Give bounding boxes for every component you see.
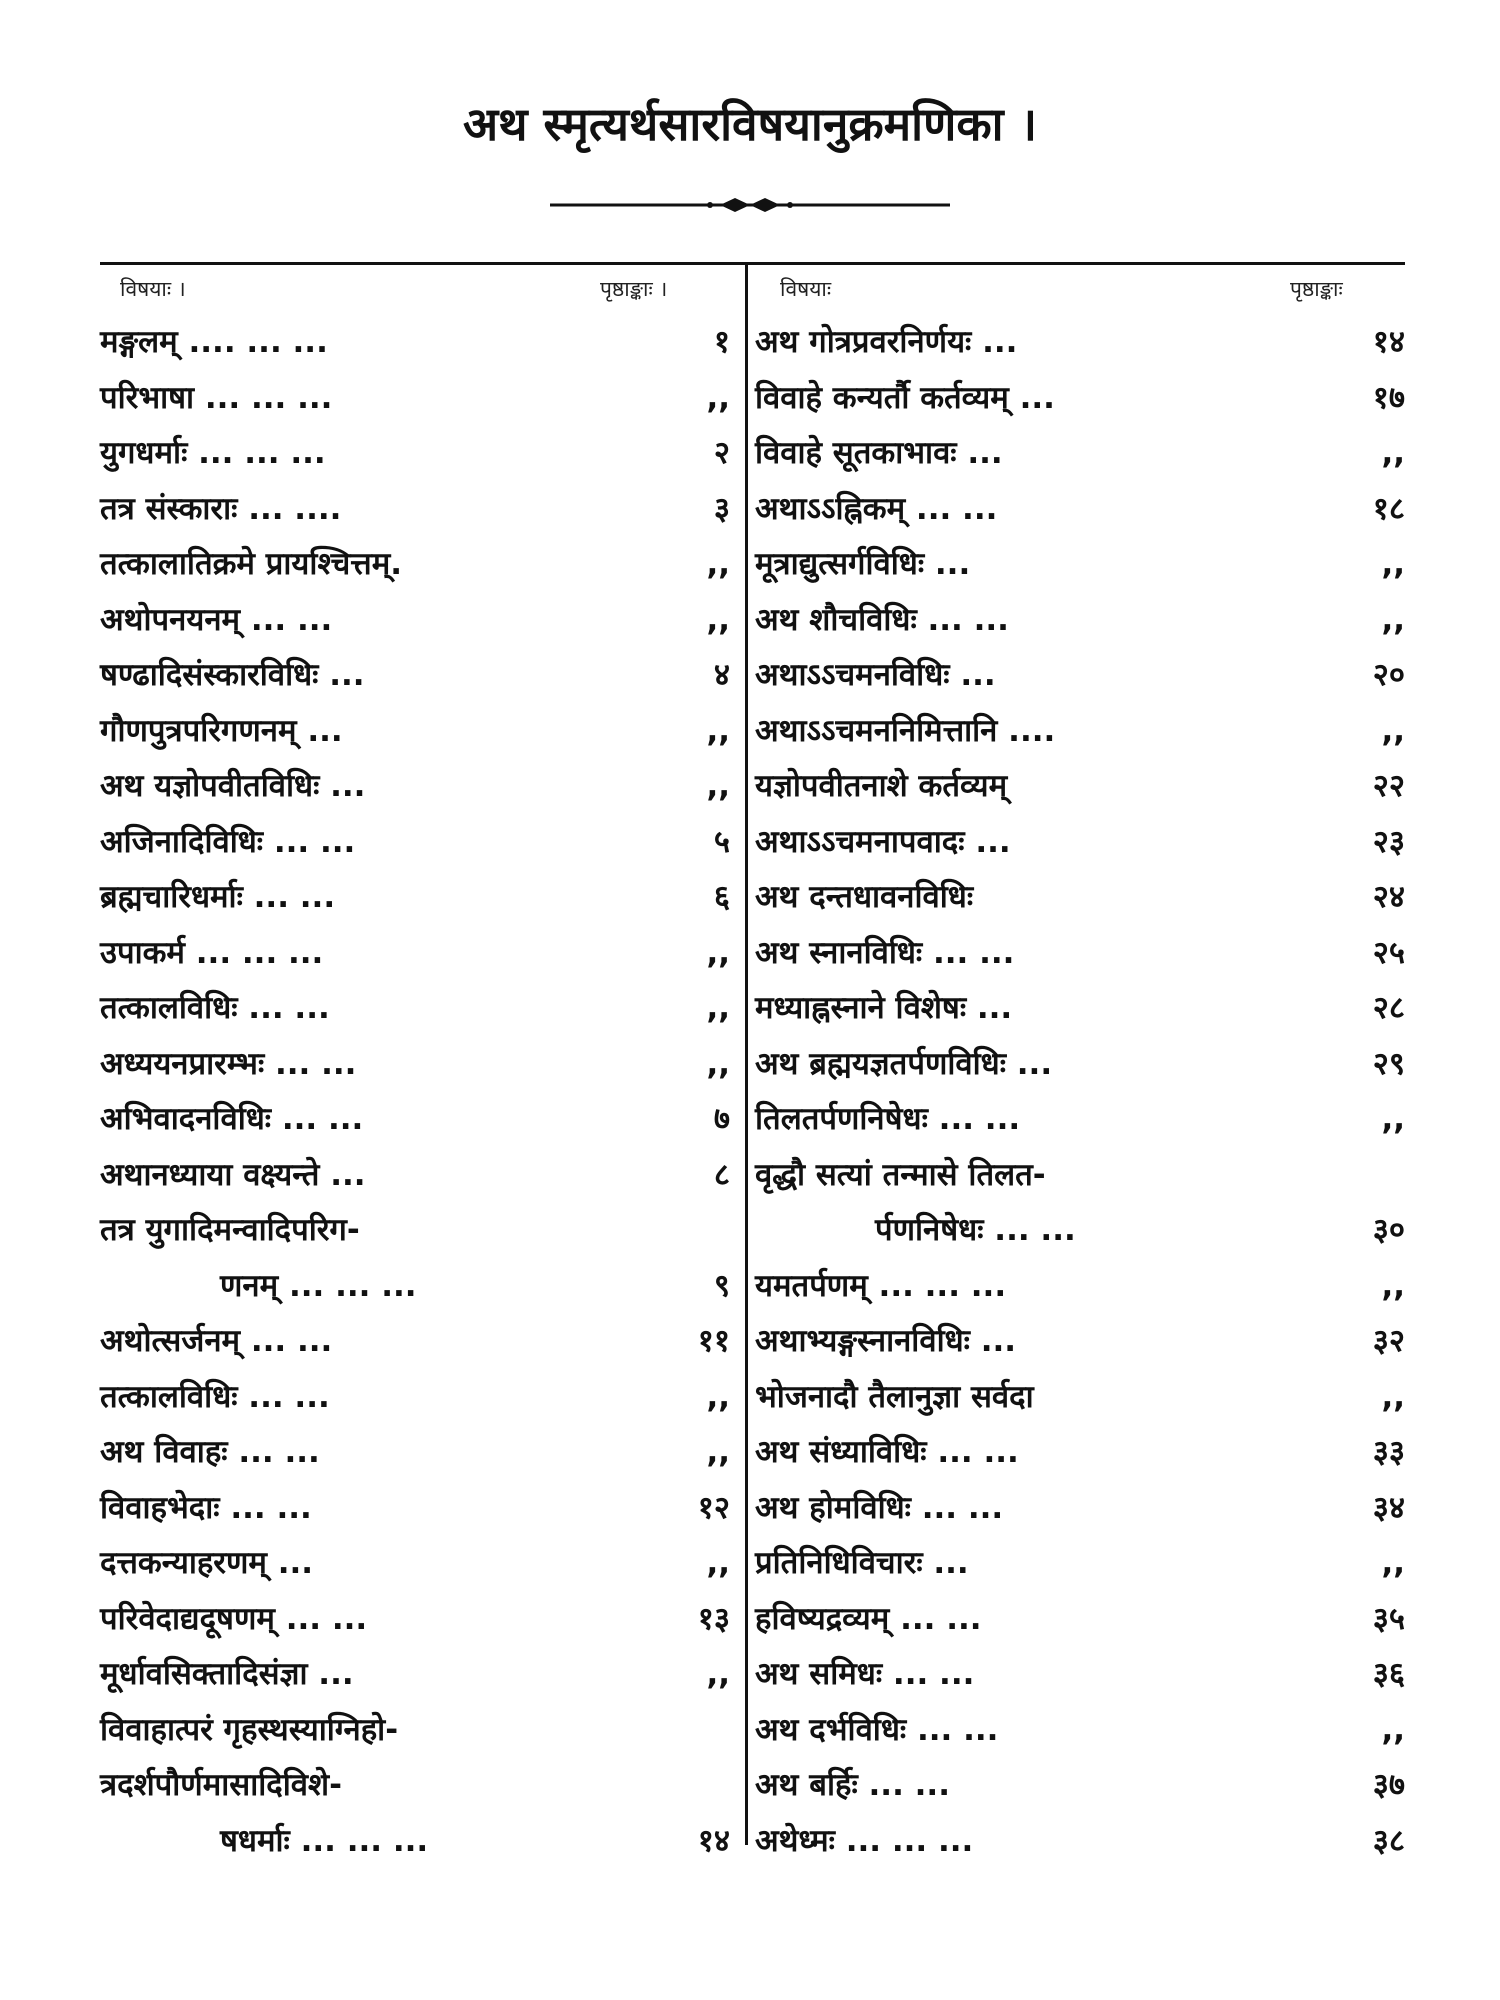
entry-page-number: १४ bbox=[697, 1822, 730, 1859]
index-entry bbox=[755, 818, 1405, 866]
entry-subject: मध्याह्नस्नाने विशेषः ... bbox=[755, 990, 1013, 1026]
left-page-header: पृष्ठाङ्काः । bbox=[600, 277, 668, 301]
entry-subject: तत्र संस्काराः ... .... bbox=[100, 490, 342, 527]
entry-subject: हविष्यद्रव्यम् ... ... bbox=[755, 1600, 982, 1637]
entry-page-number: ,, bbox=[1381, 1545, 1405, 1581]
index-entry bbox=[755, 1095, 1405, 1143]
index-entry bbox=[100, 1817, 730, 1865]
entry-subject: अथाऽऽह्निकम् ... ... bbox=[755, 490, 998, 527]
index-entry bbox=[100, 1428, 730, 1476]
index-entry bbox=[755, 1373, 1405, 1421]
entry-subject: वृद्धौ सत्यां तन्मासे तिलत- bbox=[755, 1156, 1046, 1193]
entry-subject: षधर्माः ... ... ... bbox=[220, 1822, 429, 1859]
entry-subject: अथ दन्तधावनविधिः bbox=[755, 879, 974, 915]
entry-page-number: २२ bbox=[1372, 768, 1405, 804]
entry-subject: अभिवादनविधिः ... ... bbox=[100, 1101, 364, 1137]
index-entry bbox=[100, 1539, 730, 1587]
entry-page-number: ७ bbox=[713, 1101, 730, 1137]
entry-subject: तिलतर्पणनिषेधः ... ... bbox=[755, 1101, 1021, 1137]
index-entry bbox=[755, 1262, 1405, 1310]
index-entry bbox=[755, 1040, 1405, 1088]
index-entry bbox=[755, 1706, 1405, 1754]
entry-page-number: ,, bbox=[706, 379, 730, 416]
entry-page-number: ,, bbox=[706, 1545, 730, 1581]
entry-subject: विवाहात्परं गृहस्थस्याग्निहो- bbox=[100, 1711, 399, 1748]
entry-page-number: ३४ bbox=[1372, 1489, 1405, 1526]
entry-page-number: १४ bbox=[1372, 324, 1405, 360]
entry-page-number: २५ bbox=[1372, 934, 1405, 971]
index-entry bbox=[755, 929, 1405, 977]
entry-subject: तत्र युगादिमन्वादिपरिग- bbox=[100, 1212, 360, 1248]
index-entry bbox=[755, 318, 1405, 366]
index-entry bbox=[100, 1706, 730, 1754]
entry-subject: विवाहभेदाः ... ... bbox=[100, 1489, 312, 1526]
index-entry bbox=[100, 596, 730, 644]
entry-subject: दत्तकन्याहरणम् ... bbox=[100, 1545, 314, 1581]
entry-subject: अध्ययनप्रारम्भः ... ... bbox=[100, 1045, 357, 1082]
entry-page-number: १२ bbox=[697, 1489, 730, 1526]
index-entry bbox=[755, 1595, 1405, 1643]
entry-subject: अथ संध्याविधिः ... ... bbox=[755, 1434, 1019, 1470]
index-entry bbox=[100, 1206, 730, 1254]
entry-subject: तत्कालविधिः ... ... bbox=[100, 1378, 330, 1415]
index-entry bbox=[100, 1761, 730, 1809]
index-entry bbox=[100, 429, 730, 477]
column-divider bbox=[745, 265, 748, 1845]
entry-page-number: ,, bbox=[706, 934, 730, 971]
entry-subject: र्पणनिषेधः ... ... bbox=[875, 1212, 1076, 1248]
entry-subject: परिभाषा ... ... ... bbox=[100, 379, 333, 416]
index-entry bbox=[100, 1095, 730, 1143]
index-entry bbox=[100, 1151, 730, 1199]
entry-page-number: ,, bbox=[1381, 435, 1405, 471]
entry-page-number: ,, bbox=[1381, 1711, 1405, 1748]
index-entry bbox=[100, 1650, 730, 1698]
entry-page-number: ,, bbox=[1381, 546, 1405, 582]
entry-page-number: ४ bbox=[713, 657, 730, 693]
index-entry bbox=[100, 1484, 730, 1532]
entry-page-number: २३ bbox=[1372, 823, 1405, 860]
index-entry bbox=[100, 707, 730, 755]
entry-subject: तत्कालातिक्रमे प्रायश्चित्तम्. bbox=[100, 546, 403, 582]
index-entry bbox=[755, 1761, 1405, 1809]
entry-subject: अथाऽऽचमनविधिः ... bbox=[755, 657, 996, 693]
index-entry bbox=[100, 929, 730, 977]
entry-subject: प्रतिनिधिविचारः ... bbox=[755, 1545, 969, 1581]
entry-page-number: २४ bbox=[1372, 879, 1405, 915]
entry-subject: अथाऽऽचमननिमित्तानि .... bbox=[755, 712, 1056, 749]
entry-subject: तत्कालविधिः ... ... bbox=[100, 990, 330, 1026]
entry-subject: यमतर्पणम् ... ... ... bbox=[755, 1267, 1007, 1304]
entry-page-number: ,, bbox=[706, 601, 730, 638]
index-entry bbox=[755, 1428, 1405, 1476]
entry-subject: युगधर्माः ... ... ... bbox=[100, 435, 326, 471]
entry-page-number: २८ bbox=[1372, 990, 1405, 1026]
entry-page-number: ६ bbox=[713, 879, 730, 915]
index-entry bbox=[755, 374, 1405, 422]
index-entry bbox=[100, 984, 730, 1032]
entry-subject: विवाहे कन्यर्तौ कर्तव्यम् ... bbox=[755, 379, 1055, 416]
entry-subject: अथ समिधः ... ... bbox=[755, 1656, 975, 1692]
left-subject-header: विषयाः । bbox=[120, 277, 186, 301]
index-entry bbox=[100, 1317, 730, 1365]
entry-page-number: ३२ bbox=[1372, 1323, 1405, 1359]
index-entry bbox=[755, 596, 1405, 644]
index-entry bbox=[755, 1151, 1405, 1199]
entry-subject: अथ यज्ञोपवीतविधिः ... bbox=[100, 768, 366, 804]
index-entry bbox=[755, 1206, 1405, 1254]
index-entry bbox=[100, 873, 730, 921]
entry-subject: अथ बर्हिः ... ... bbox=[755, 1767, 950, 1803]
right-subject-header: विषयाः bbox=[780, 277, 832, 301]
index-entry bbox=[100, 651, 730, 699]
index-entry bbox=[755, 1650, 1405, 1698]
entry-page-number: ३ bbox=[713, 490, 730, 527]
entry-page-number: ,, bbox=[1381, 1101, 1405, 1137]
entry-page-number: १७ bbox=[1372, 379, 1405, 416]
entry-page-number: २० bbox=[1372, 657, 1405, 693]
entry-page-number: ,, bbox=[706, 768, 730, 804]
index-entry bbox=[755, 429, 1405, 477]
page-title: अथ स्मृत्यर्थसारविषयानुक्रमणिका । bbox=[462, 97, 1038, 151]
entry-page-number: ३३ bbox=[1372, 1434, 1405, 1470]
entry-page-number: ,, bbox=[706, 1656, 730, 1692]
entry-subject: अथेध्मः ... ... ... bbox=[755, 1822, 974, 1859]
index-entry bbox=[100, 318, 730, 366]
entry-subject: अथ विवाहः ... ... bbox=[100, 1434, 320, 1470]
index-entry bbox=[755, 1539, 1405, 1587]
entry-page-number: ,, bbox=[706, 990, 730, 1026]
index-entry bbox=[755, 762, 1405, 810]
entry-subject: उपाकर्म ... ... ... bbox=[100, 934, 324, 971]
entry-page-number: ३८ bbox=[1372, 1822, 1405, 1859]
index-entry bbox=[755, 1484, 1405, 1532]
entry-subject: अथ ब्रह्मयज्ञतर्पणविधिः ... bbox=[755, 1045, 1053, 1082]
entry-subject: मूत्राद्युत्सर्गविधिः ... bbox=[755, 546, 971, 582]
entry-page-number: ,, bbox=[1381, 1378, 1405, 1415]
index-entry bbox=[100, 1040, 730, 1088]
index-entry bbox=[755, 1317, 1405, 1365]
index-entry bbox=[100, 1262, 730, 1310]
entry-page-number: ११ bbox=[697, 1323, 730, 1359]
entry-subject: यज्ञोपवीतनाशे कर्तव्यम् bbox=[755, 768, 1008, 804]
entry-page-number: ३५ bbox=[1372, 1600, 1405, 1637]
index-entry bbox=[100, 485, 730, 533]
entry-subject: भोजनादौ तैलानुज्ञा सर्वदा bbox=[755, 1378, 1034, 1415]
entry-subject: विवाहे सूतकाभावः ... bbox=[755, 435, 1003, 471]
entry-subject: षण्ढादिसंस्कारविधिः ... bbox=[100, 657, 365, 693]
index-entry bbox=[755, 485, 1405, 533]
index-entry bbox=[100, 762, 730, 810]
entry-page-number: २९ bbox=[1372, 1045, 1405, 1082]
entry-page-number: ५ bbox=[713, 823, 730, 860]
entry-subject: ब्रह्मचारिधर्माः ... ... bbox=[100, 879, 336, 915]
entry-page-number: ८ bbox=[713, 1156, 730, 1193]
entry-subject: अथानध्याया वक्ष्यन्ते ... bbox=[100, 1156, 366, 1193]
index-entry bbox=[100, 1595, 730, 1643]
entry-subject: अथ दर्भविधिः ... ... bbox=[755, 1711, 999, 1748]
entry-subject: अथ स्नानविधिः ... ... bbox=[755, 934, 1015, 971]
entry-subject: अथोत्सर्जनम् ... ... bbox=[100, 1323, 333, 1359]
entry-page-number: ,, bbox=[1381, 1267, 1405, 1304]
ornament-divider bbox=[550, 190, 950, 220]
entry-page-number: ,, bbox=[706, 1434, 730, 1470]
index-entry bbox=[755, 984, 1405, 1032]
index-entry bbox=[755, 873, 1405, 921]
entry-subject: परिवेदाद्यदूषणम् ... ... bbox=[100, 1600, 368, 1637]
entry-page-number: ,, bbox=[706, 546, 730, 582]
index-entry bbox=[755, 1817, 1405, 1865]
entry-page-number: २ bbox=[713, 435, 730, 471]
entry-page-number: ३० bbox=[1372, 1212, 1405, 1248]
entry-page-number: १३ bbox=[697, 1600, 730, 1637]
entry-page-number: ९ bbox=[713, 1267, 730, 1304]
index-entry bbox=[100, 1373, 730, 1421]
entry-page-number: १ bbox=[713, 324, 730, 360]
entry-subject: अथाभ्यङ्गस्नानविधिः ... bbox=[755, 1323, 1017, 1359]
entry-page-number: १८ bbox=[1372, 490, 1405, 527]
index-entry bbox=[755, 540, 1405, 588]
index-entry bbox=[100, 540, 730, 588]
table-top-rule bbox=[100, 262, 1405, 265]
index-entry bbox=[755, 651, 1405, 699]
entry-page-number: ३६ bbox=[1372, 1656, 1405, 1692]
entry-page-number: ,, bbox=[1381, 601, 1405, 638]
entry-subject: अजिनादिविधिः ... ... bbox=[100, 823, 356, 860]
entry-subject: अथ गोत्रप्रवरनिर्णयः ... bbox=[755, 324, 1018, 360]
entry-subject: त्रदर्शपौर्णमासादिविशे- bbox=[100, 1767, 342, 1803]
right-page-header: पृष्ठाङ्काः bbox=[1290, 277, 1343, 301]
entry-subject: अथ होमविधिः ... ... bbox=[755, 1489, 1004, 1526]
entry-page-number: ,, bbox=[706, 1378, 730, 1415]
index-entry bbox=[100, 818, 730, 866]
entry-subject: मूर्धावसिक्तादिसंज्ञा ... bbox=[100, 1656, 354, 1692]
index-entry bbox=[100, 374, 730, 422]
entry-page-number: ,, bbox=[706, 712, 730, 749]
entry-subject: मङ्गलम् .... ... ... bbox=[100, 324, 328, 360]
entry-subject: अथोपनयनम् ... ... bbox=[100, 601, 333, 638]
entry-page-number: ,, bbox=[706, 1045, 730, 1082]
entry-page-number: ,, bbox=[1381, 712, 1405, 749]
entry-subject: अथाऽऽचमनापवादः ... bbox=[755, 823, 1011, 860]
index-entry bbox=[755, 707, 1405, 755]
entry-subject: गौणपुत्रपरिगणनम् ... bbox=[100, 712, 343, 749]
entry-subject: णनम् ... ... ... bbox=[220, 1267, 417, 1304]
entry-page-number: ३७ bbox=[1372, 1767, 1405, 1803]
entry-subject: अथ शौचविधिः ... ... bbox=[755, 601, 1009, 638]
